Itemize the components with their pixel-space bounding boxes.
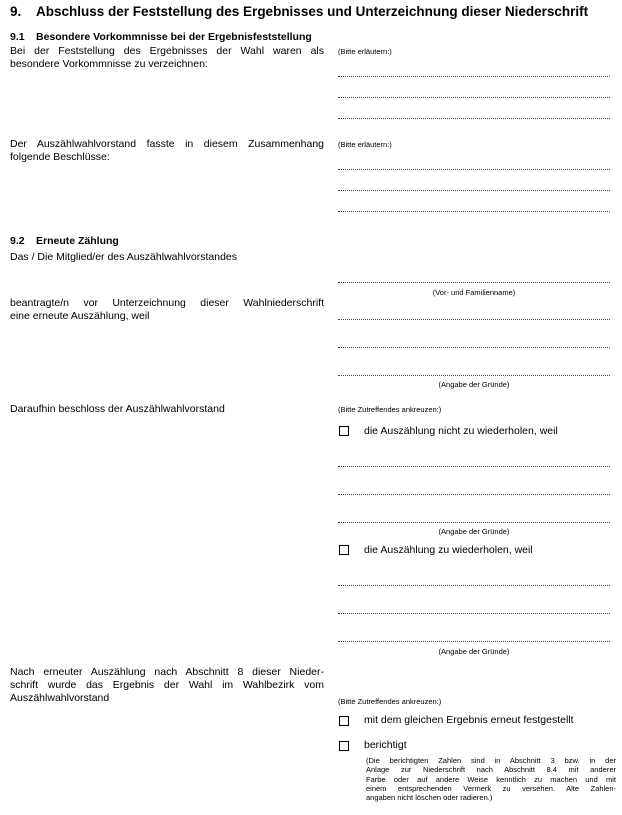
explain-hint-2: (Bitte erläutern:) xyxy=(338,140,392,149)
members-text: Das / Die Mitglied/er des Auszählwahlvorstandes xyxy=(10,251,238,263)
recount-request-line2: eine erneute Auszählung, weil xyxy=(10,310,150,322)
subsection-title-9-1: Besondere Vorkommnisse bei der Ergebnisfeststellung xyxy=(36,31,312,43)
subsection-number-9-2: 9.2 xyxy=(10,235,25,247)
note-line-4: einem entsprechenden Vermerk zu versehen. Alte Zahlen- xyxy=(366,783,616,793)
no-repeat-reason-line-1[interactable] xyxy=(338,466,610,467)
incidents-text-line1: Bei der Feststellung des Ergebnisses der Wahl waren als xyxy=(10,45,324,57)
note-line-1: (Die berichtigten Zahlen sind in Abschnitt 3 bzw. in der xyxy=(366,756,616,765)
note-line-2: Anlage zur Niederschrift nach Abschnitt 8.4 mit anderer xyxy=(366,765,616,775)
resolutions-text-line2: folgende Beschlüsse: xyxy=(10,151,110,163)
incidents-text-line2: besondere Vorkommnisse zu verzeichnen: xyxy=(10,58,208,70)
checkbox-no-repeat[interactable] xyxy=(339,426,349,436)
correction-note xyxy=(366,756,616,802)
checkbox-repeat[interactable] xyxy=(339,545,349,555)
recount-result-line1: Nach erneuter Auszählung nach Abschnitt 8 dieser Nieder- xyxy=(10,666,324,678)
reasons-caption-3: (Angabe der Gründe) xyxy=(438,647,510,656)
checkbox-corrected[interactable] xyxy=(339,741,349,751)
section-number: 9. xyxy=(10,4,22,19)
incidents-line-3[interactable] xyxy=(338,118,610,119)
subsection-number-9-1: 9.1 xyxy=(10,31,25,43)
incidents-line-2[interactable] xyxy=(338,97,610,98)
recount-result-line2: schrift wurde das Ergebnis der Wahl im Wahlbezirk vom xyxy=(10,679,324,691)
option-same-result-label: mit dem gleichen Ergebnis erneut festgestellt xyxy=(364,714,574,726)
reasons-caption: (Angabe der Gründe) xyxy=(438,380,510,389)
option-no-repeat-label: die Auszählung nicht zu wiederholen, weil xyxy=(364,425,558,437)
member-name-line[interactable] xyxy=(338,282,610,283)
repeat-reason-line-1[interactable] xyxy=(338,585,610,586)
reasons-caption-2: (Angabe der Gründe) xyxy=(438,527,510,536)
checkbox-same-result[interactable] xyxy=(339,716,349,726)
incidents-line-1[interactable] xyxy=(338,76,610,77)
no-repeat-reason-line-2[interactable] xyxy=(338,494,610,495)
request-reason-line-3[interactable] xyxy=(338,375,610,376)
incidents-text xyxy=(10,45,324,71)
option-repeat-label: die Auszählung zu wiederholen, weil xyxy=(364,544,533,556)
recount-result-line3: Auszählwahlvorstand xyxy=(10,692,110,704)
recount-result-text xyxy=(10,666,324,705)
name-caption: (Vor- und Familienname) xyxy=(432,288,516,297)
request-reason-line-1[interactable] xyxy=(338,319,610,320)
resolutions-line-3[interactable] xyxy=(338,211,610,212)
no-repeat-reason-line-3[interactable] xyxy=(338,522,610,523)
repeat-reason-line-3[interactable] xyxy=(338,641,610,642)
resolutions-text xyxy=(10,138,324,164)
recount-request-text xyxy=(10,297,324,323)
decision-text: Daraufhin beschloss der Auszählwahlvorstand xyxy=(10,403,225,415)
explain-hint: (Bitte erläutern:) xyxy=(338,47,392,56)
check-hint: (Bitte Zutreffendes ankreuzen:) xyxy=(338,405,442,414)
repeat-reason-line-2[interactable] xyxy=(338,613,610,614)
subsection-title-9-2: Erneute Zählung xyxy=(36,235,119,247)
note-line-3: Farbe oder auf andere Weise kenntlich zu machen und mit xyxy=(366,774,616,784)
resolutions-line-1[interactable] xyxy=(338,169,610,170)
option-corrected-label: berichtigt xyxy=(364,739,407,751)
recount-request-line1: beantragte/n vor Unterzeichnung dieser Wahlniederschrift xyxy=(10,297,324,309)
section-title: Abschluss der Feststellung des Ergebnisses und Unterzeichnung dieser Niederschrift xyxy=(36,4,589,19)
resolutions-line-2[interactable] xyxy=(338,190,610,191)
request-reason-line-2[interactable] xyxy=(338,347,610,348)
note-line-5: angaben nicht löschen oder radieren.) xyxy=(366,793,493,803)
check-hint-2: (Bitte Zutreffendes ankreuzen:) xyxy=(338,697,442,706)
resolutions-text-line1: Der Auszählwahlvorstand fasste in diesem Zusammenhang xyxy=(10,138,324,150)
